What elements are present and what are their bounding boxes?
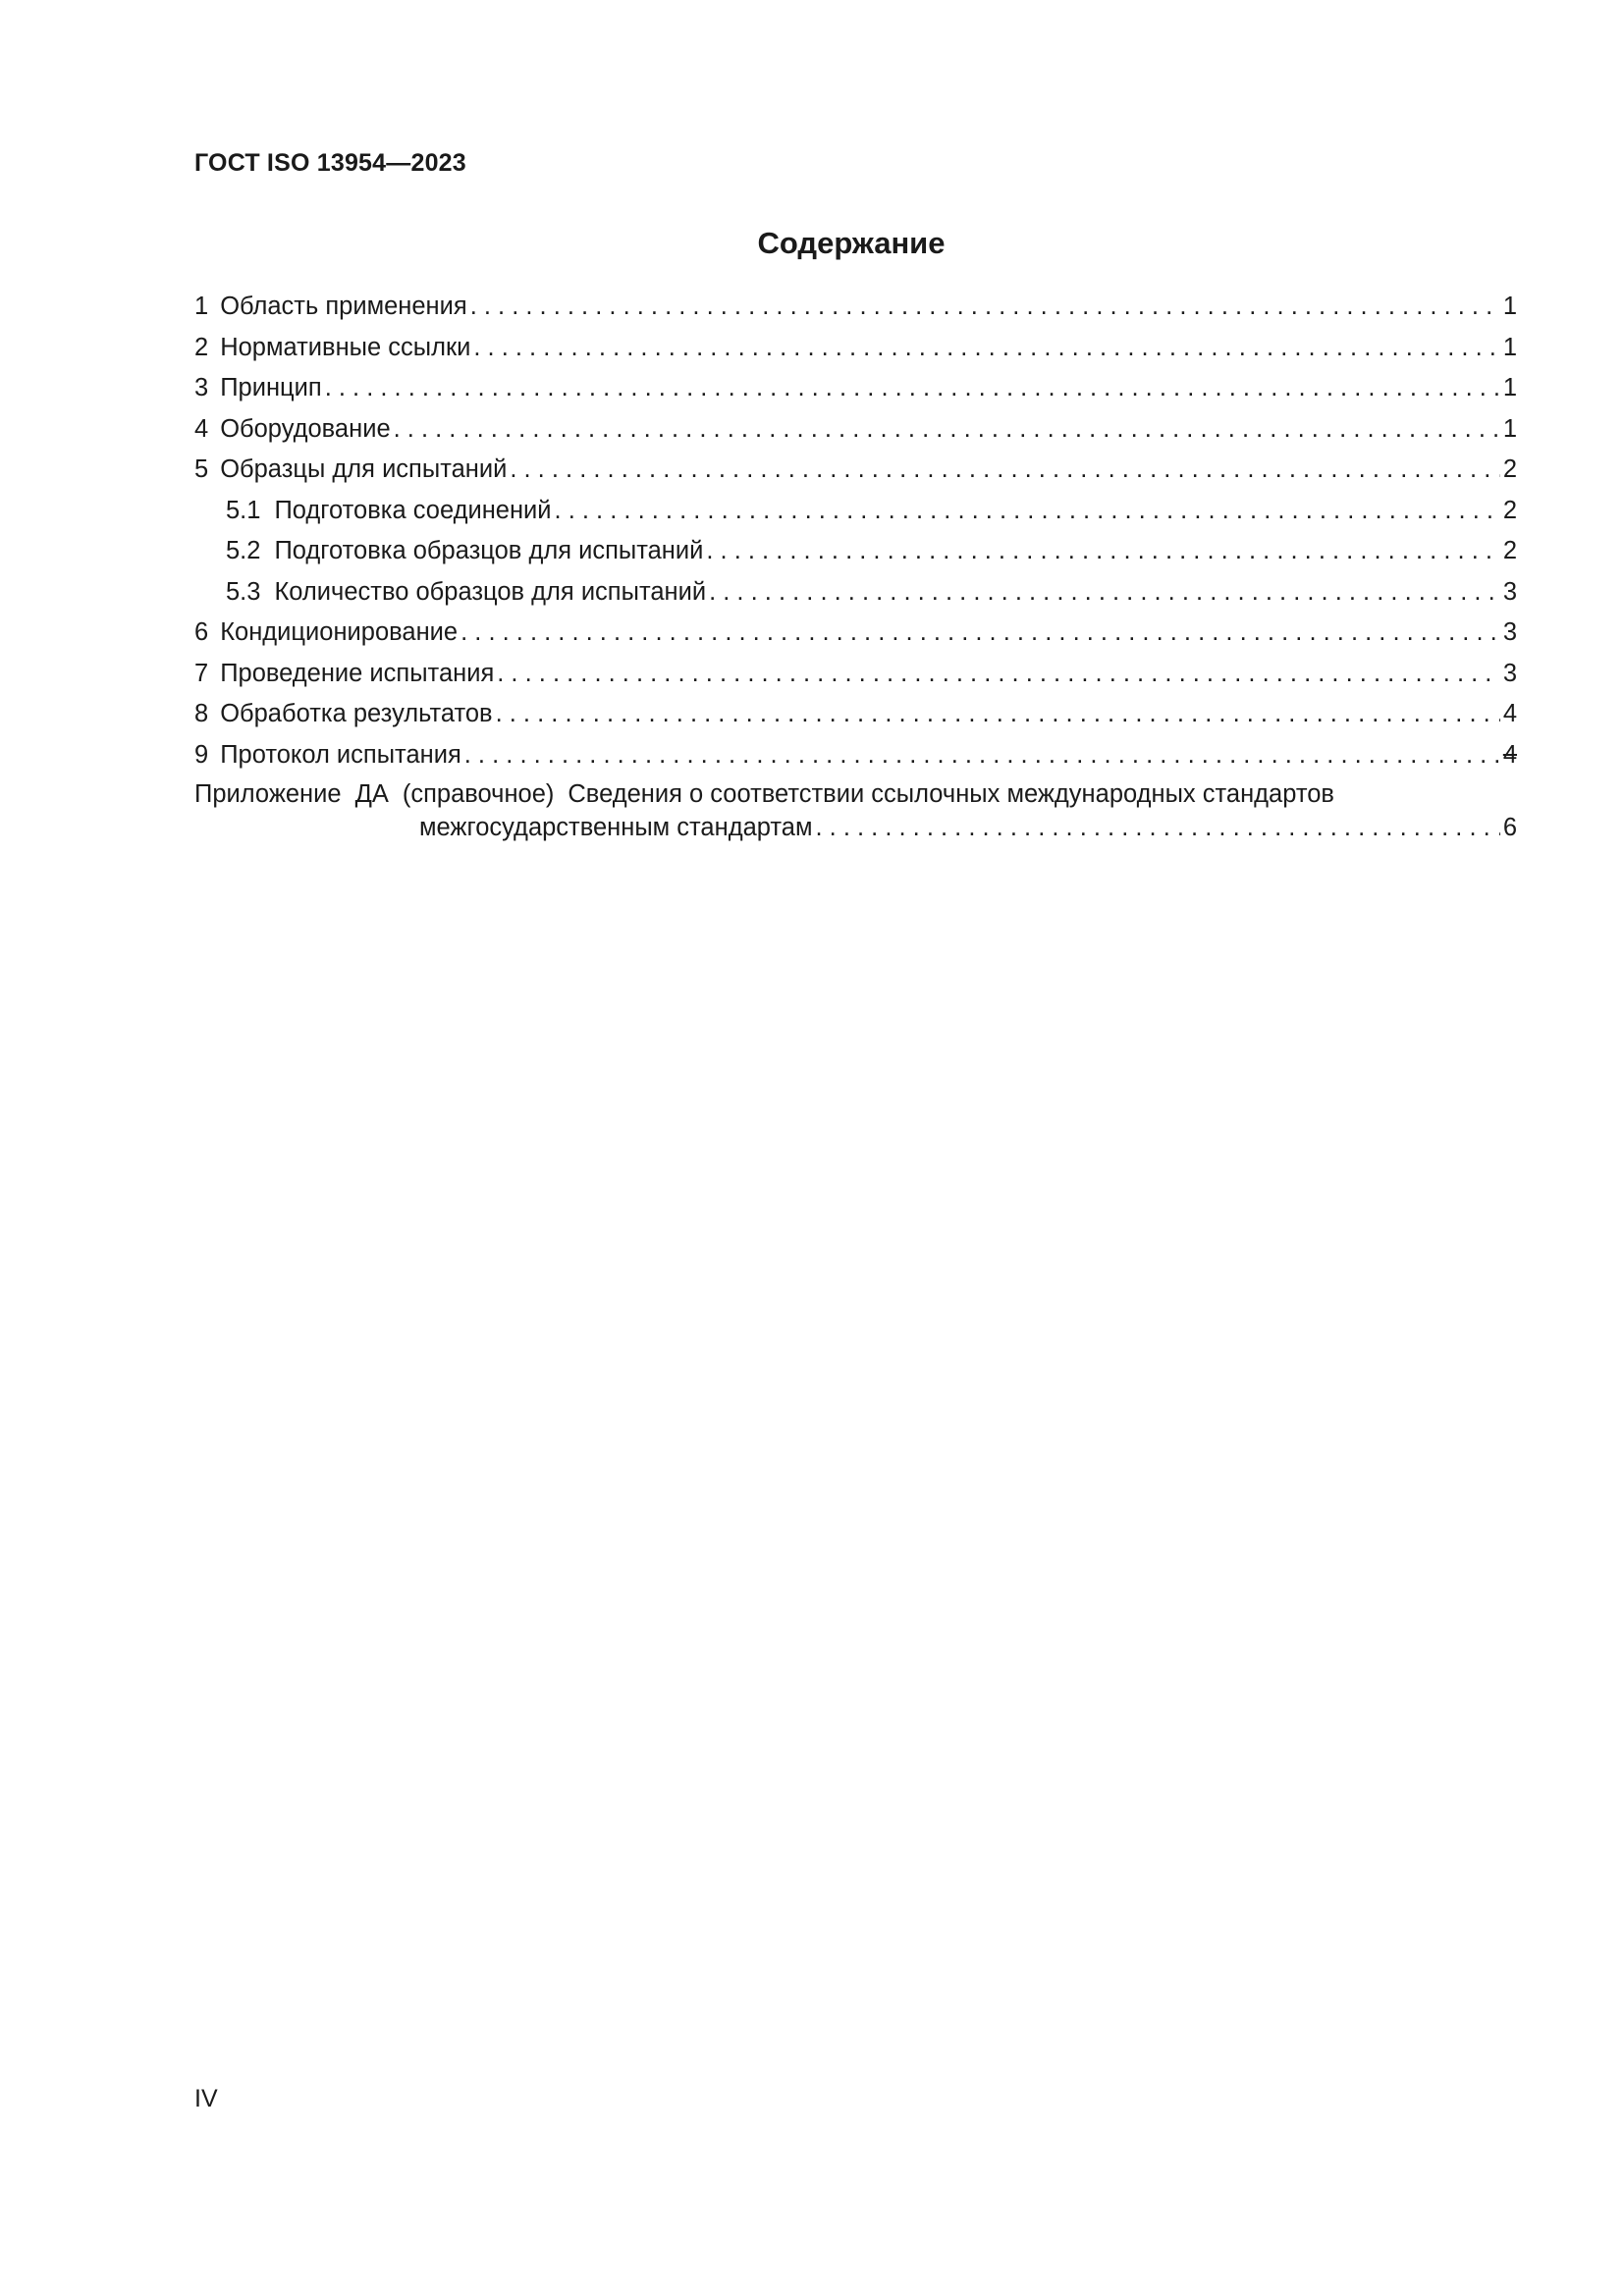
- toc-leader-dots: [473, 328, 1499, 369]
- appendix-kind: (справочное): [402, 780, 555, 808]
- toc-entry-page: 3: [1502, 618, 1517, 646]
- toc-entry-number: 1: [194, 293, 209, 320]
- toc-entry-label: Обработка результатов: [220, 700, 493, 727]
- toc-leader-dots: [497, 654, 1500, 695]
- toc-entry-number: 9: [194, 740, 209, 769]
- toc-leader-dots: [470, 287, 1500, 328]
- toc-entry-7[interactable]: [194, 654, 1517, 695]
- toc-entry-label: Количество образцов для испытаний: [274, 577, 707, 606]
- toc-entry-number: 3: [194, 374, 209, 401]
- toc-entry-4[interactable]: [194, 409, 1517, 451]
- toc-entry-appendix[interactable]: [194, 777, 1517, 844]
- appendix-heading-line: [194, 777, 1517, 811]
- toc-entry-page: 4: [1502, 700, 1517, 727]
- toc-leader-dots: [464, 735, 1500, 776]
- toc-entry-number: 8: [194, 700, 209, 727]
- toc-entry-label: Принцип: [220, 374, 322, 401]
- toc-entry-number: 4: [194, 414, 209, 443]
- appendix-title-line1: Сведения о соответствии ссылочных международных стандартов: [568, 780, 1334, 808]
- toc-leader-dots: [510, 450, 1499, 491]
- toc-leader-dots: [460, 613, 1500, 654]
- page-number: IV: [194, 2085, 218, 2112]
- appendix-title-line2: межгосударственным стандартам: [419, 814, 813, 841]
- toc-entry-page: 3: [1502, 577, 1517, 606]
- toc-entry-page: 3: [1502, 659, 1517, 687]
- toc-entry-2[interactable]: [194, 328, 1517, 369]
- toc-entry-label: Образцы для испытаний: [220, 455, 508, 483]
- toc-entry-number: 5.1: [226, 496, 261, 524]
- toc-entry-number: 5.3: [226, 577, 261, 606]
- toc-entry-6[interactable]: [194, 613, 1517, 654]
- toc-entry-label: Оборудование: [220, 414, 391, 443]
- toc-entry-5[interactable]: [194, 450, 1517, 491]
- toc-entry-page: 2: [1502, 496, 1517, 524]
- toc-entry-number: 5.2: [226, 537, 261, 564]
- appendix-continuation-line: [194, 811, 1517, 844]
- toc-entry-5-2[interactable]: [194, 531, 1517, 572]
- toc-entry-page: 2: [1502, 455, 1517, 483]
- toc-entry-number: 6: [194, 618, 209, 646]
- appendix-code: ДА: [354, 780, 389, 808]
- toc-entry-5-1[interactable]: [194, 491, 1517, 532]
- toc-entry-3[interactable]: [194, 368, 1517, 409]
- toc-entry-number: 2: [194, 333, 209, 361]
- toc-entry-page: 1: [1502, 414, 1517, 443]
- toc-entry-page: 2: [1502, 537, 1517, 564]
- toc-entry-label: Проведение испытания: [220, 659, 495, 687]
- toc-entry-label: Протокол испытания: [220, 740, 461, 769]
- document-header: ГОСТ ISO 13954—2023: [194, 149, 466, 177]
- toc-entry-page: 4: [1502, 740, 1517, 769]
- toc-entry-label: Область применения: [220, 293, 467, 320]
- toc-leader-dots: [394, 409, 1500, 451]
- appendix-prefix: Приложение: [194, 780, 342, 808]
- toc-entry-label: Подготовка образцов для испытаний: [274, 537, 704, 564]
- toc-title: Содержание: [757, 226, 946, 260]
- table-of-contents: [194, 287, 1517, 844]
- toc-entry-number: 5: [194, 455, 209, 483]
- toc-entry-label: Нормативные ссылки: [220, 333, 471, 361]
- toc-entry-8[interactable]: [194, 694, 1517, 735]
- toc-leader-dots: [325, 368, 1500, 409]
- toc-entry-label: Подготовка соединений: [274, 496, 552, 524]
- toc-entry-number: 7: [194, 659, 209, 687]
- toc-entry-page: 1: [1502, 293, 1517, 320]
- appendix-page: 6: [1502, 814, 1517, 841]
- toc-entry-9[interactable]: [194, 735, 1517, 776]
- toc-leader-dots: [496, 694, 1500, 735]
- toc-entry-1[interactable]: [194, 287, 1517, 328]
- toc-leader-dots: [709, 572, 1500, 614]
- toc-entry-page: 1: [1502, 374, 1517, 401]
- toc-leader-dots: [555, 491, 1500, 532]
- toc-entry-5-3[interactable]: [194, 572, 1517, 614]
- toc-entry-page: 1: [1502, 333, 1517, 361]
- toc-entry-label: Кондиционирование: [220, 618, 459, 646]
- toc-leader-dots: [706, 531, 1499, 572]
- toc-leader-dots: [815, 811, 1499, 844]
